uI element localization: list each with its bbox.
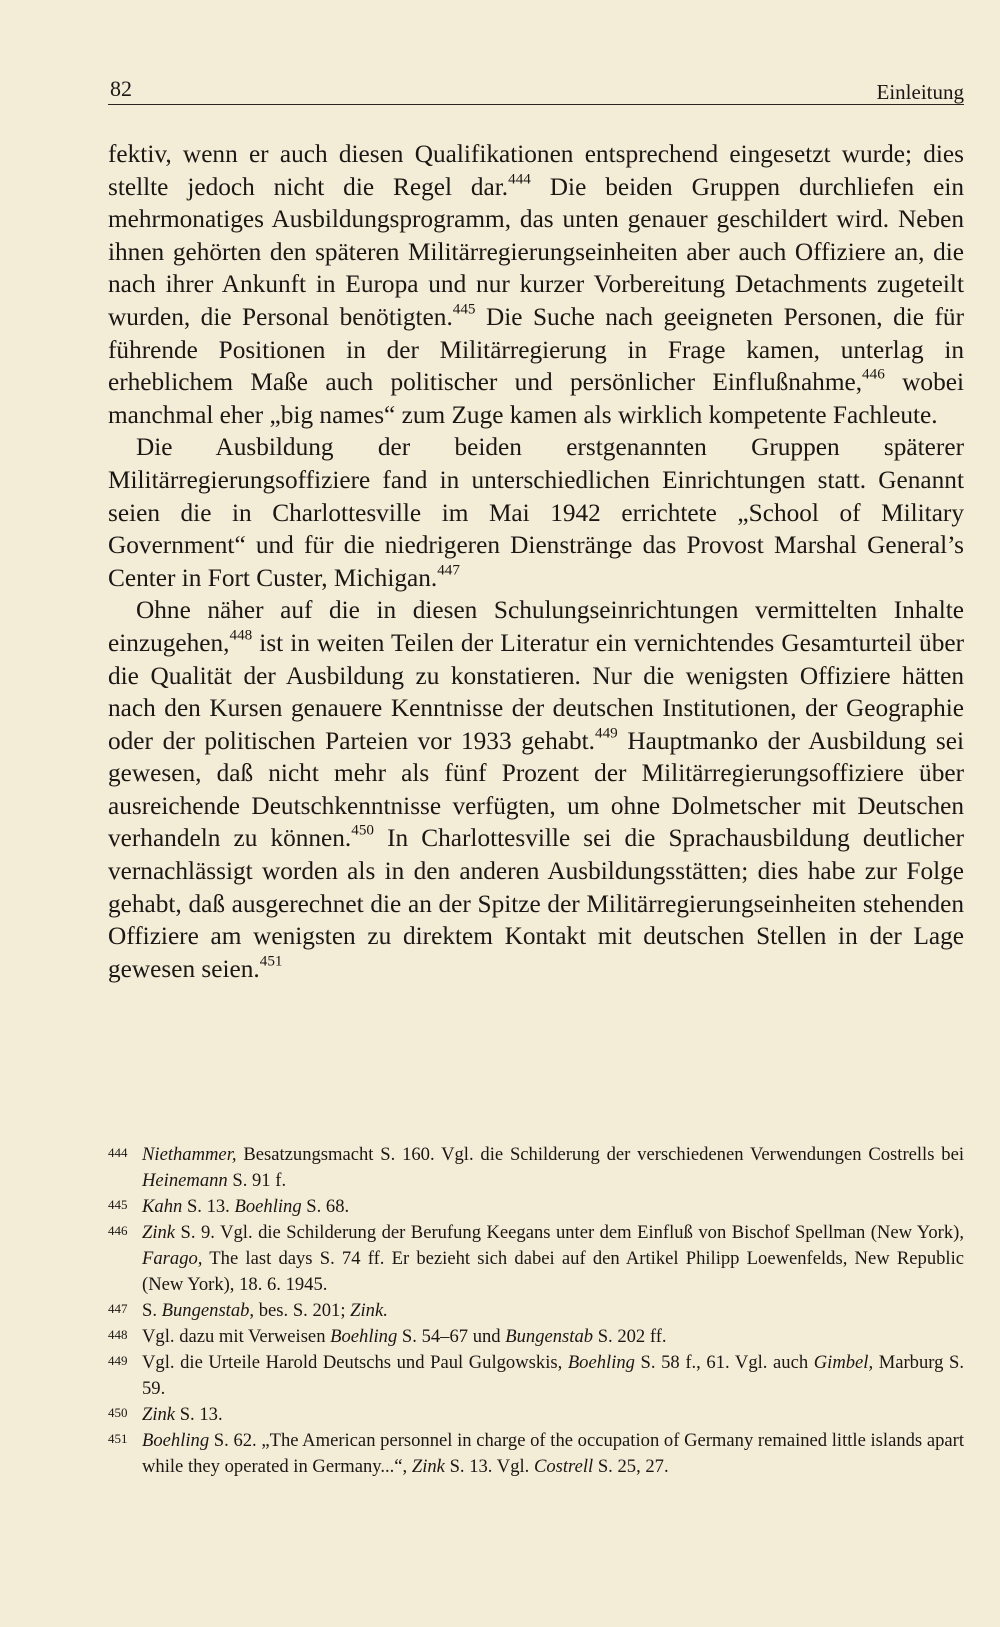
- footnote-ref: 446: [862, 365, 885, 383]
- section-title: Einleitung: [876, 80, 964, 104]
- footnote: 445 Kahn S. 13. Boehling S. 68.: [108, 1194, 964, 1220]
- footnote-number: 446: [108, 1223, 128, 1238]
- footnote-ref: 445: [452, 300, 476, 318]
- footnote-number: 445: [108, 1197, 128, 1212]
- running-header: [108, 70, 964, 105]
- footnote: 446 Zink S. 9. Vgl. die Schilderung der Berufung Keegans unter dem Einfluß von Bischof Spellman (New York), Farago, The last days S. 74 ff. Er bezieht sich dabei auf den Artikel Philipp Loewenfelds, New Republic (New York), 18. 6. 1945.: [108, 1220, 964, 1298]
- footnote: 451 Boehling S. 62. „The American personnel in charge of the occupation of Germany remained little islands apart while they operated in Germany...“, Zink S. 13. Vgl. Costrell S. 25, 27.: [108, 1428, 964, 1480]
- footnote-ref: 447: [437, 561, 460, 579]
- footnote-ref: 451: [259, 952, 283, 970]
- footnote-ref: 450: [351, 822, 374, 840]
- footnote-number: 449: [108, 1353, 128, 1368]
- footnotes: [108, 1142, 964, 1480]
- footnote-number: 447: [108, 1301, 128, 1316]
- main-text: [108, 138, 964, 985]
- footnote: 444 Niethammer, Besatzungsmacht S. 160. Vgl. die Schilderung der verschiedenen Verwendungen Costrells bei Heinemann S. 91 f.: [108, 1142, 964, 1194]
- paragraph: Die Ausbildung der beiden erstgenannten Gruppen späterer Militärregierungsoffiziere fand in unterschiedlichen Einrichtungen statt. Genannt seien die in Charlottesville im Mai 1942 errichtete „School of Military Government“ und für die niedrigeren Dienstränge das Provost Marshal General’s Center in Fort Custer, Michigan.$^{447}$: [108, 433, 964, 592]
- footnote-number: 444: [108, 1145, 128, 1160]
- footnote-number: 451: [108, 1431, 128, 1446]
- footnote-ref: 449: [595, 724, 618, 742]
- footnote-number: 448: [108, 1327, 128, 1342]
- footnote: 450 Zink S. 13.: [108, 1402, 964, 1428]
- footnote-ref: 444: [508, 170, 531, 188]
- page-number: 82: [110, 76, 132, 101]
- paragraph: fektiv, wenn er auch diesen Qualifikationen entsprechend eingesetzt wurde; dies stellte jedoch nicht die Regel dar.$^{444}$ Die beiden Gruppen durchliefen ein mehrmonatiges Ausbildungsprogramm, das unten genauer geschildert wird. Neben ihnen gehörten den späteren Militärregierungseinheiten aber auch Offiziere an, die nach ihrer Ankunft in Europa und nur kurzer Vorbereitung Detachments zugeteilt wurden, die Personal benötigten.$^{445}$ Die Suche nach geeigneten Personen, die für führende Positionen in der Militärregierung in Frage kamen, unterlag in erheblichem Maße auch politischer und persönlicher Einflußnahme,$^{446}$ wobei manchmal eher „big names“ zum Zuge kamen als wirklich kompetente Fachleute.: [108, 140, 964, 429]
- footnote: 449 Vgl. die Urteile Harold Deutschs und Paul Gulgowskis, Boehling S. 58 f., 61. Vgl. auch Gimbel, Marburg S. 59.: [108, 1350, 964, 1402]
- footnote: 448 Vgl. dazu mit Verweisen Boehling S. 54–67 und Bungenstab S. 202 ff.: [108, 1324, 964, 1350]
- footnote: 447 S. Bungenstab, bes. S. 201; Zink.: [108, 1298, 964, 1324]
- footnote-number: 450: [108, 1405, 128, 1420]
- footnote-ref: 448: [229, 626, 253, 644]
- paragraph: Ohne näher auf die in diesen Schulungseinrichtungen vermittelten Inhalte einzugehen,$^{448}$ ist in weiten Teilen der Literatur ein vernichtendes Gesamturteil über die Qualität der Ausbildung zu konstatieren. Nur die wenigsten Offiziere hätten nach den Kursen genauere Kenntnisse der deutschen Institutionen, der Geographie oder der politischen Parteien vor 1933 gehabt.$^{449}$ Hauptmanko der Ausbildung sei gewesen, daß nicht mehr als fünf Prozent der Militärregierungsoffiziere über ausreichende Deutschkenntnisse verfügten, um ohne Dolmetscher mit Deutschen verhandeln zu können.$^{450}$ In Charlottesville sei die Sprachausbildung deutlicher vernachlässigt worden als in den anderen Ausbildungsstätten; dies habe zur Folge gehabt, daß ausgerechnet die an der Spitze der Militärregierungseinheiten stehenden Offiziere am wenigsten zu direktem Kontakt mit deutschen Stellen in der Lage gewesen seien.$^{451}$: [108, 596, 964, 983]
